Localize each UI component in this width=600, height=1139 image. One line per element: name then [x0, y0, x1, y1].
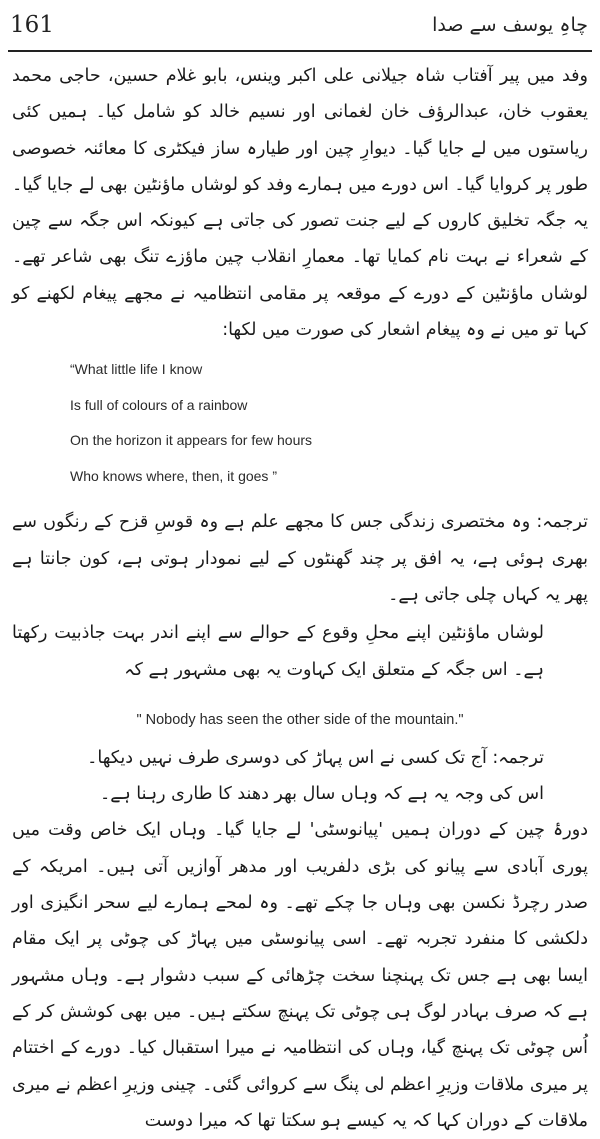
poem-line-3: On the horizon it appears for few hours [70, 432, 313, 449]
english-quote: " Nobody has seen the other side of the mountain." [136, 711, 464, 728]
paragraph-delegation: وفد میں پیر آفتاب شاہ جیلانی علی اکبر وینس، بابو غلام حسین، حاجی محمد یعقوب خان، عبدالرؤف خان لغمانی اور نسیم خالد کو شامل کیا۔ ہمیں کئی ریاستوں میں لے جایا گیا۔ دیوارِ چین اور طیارہ ساز فیکٹری کا معائنہ خصوصی طور پر کروایا گیا۔ اس دورے میں ہمارے وفد کو لوشاں ماؤنٹین بھی لے جایا گیا۔ یہ جگہ تخلیق کاروں کے لیے جنت تصور کی جاتی ہے کیونکہ اس جگہ سے چین کے شعراء نے بہت نام کمایا تھا۔ معمارِ انقلاب چین ماؤزے تنگ بھی شاعر تھے۔ لوشاں ماؤنٹین کے دورے کے موقعہ پر مقامی انتظامیہ نے مجھے پیغام لکھنے کو کہا تو میں نے وہ پیغام اشعار کی صورت میں لکھا: [12, 66, 588, 341]
page-content [12, 58, 588, 1139]
poem-line-1: “What little life I know [70, 361, 203, 378]
poem-line-4: Who knows where, then, it goes ” [70, 467, 277, 484]
paragraph-fog: اس کی وجہ یہ ہے کہ وہاں سال بھر دھند کا طاری رہنا ہے۔ [99, 784, 544, 805]
paragraph-quote-translation: ترجمہ: آج تک کسی نے اس پہاڑ کی دوسری طرف نہیں دیکھا۔ [87, 747, 544, 768]
running-title: چاہِ یوسف سے صدا [432, 14, 588, 36]
paragraph-lushan: لوشاں ماؤنٹین اپنے محلِ وقوع کے حوالے سے اپنے اندر بہت جاذبیت رکھتا ہے۔ اس جگہ کے متعلق ایک کہاوت یہ بھی مشہور ہے کہ [12, 623, 544, 680]
header-rule [8, 50, 592, 52]
paragraph-poem-translation: ترجمہ: وہ مختصری زندگی جس کا مجھے علم ہے وہ قوسِ قزح کے رنگوں سے بھری ہوئی ہے، یہ افق پر چند گھنٹوں کے لیے نمودار ہوتی ہے، کون جانتا ہے پھر یہ کہاں چلی جاتی ہے۔ [12, 512, 588, 605]
page-number: 161 [10, 12, 54, 38]
page-header [0, 0, 600, 58]
poem-line-2: Is full of colours of a rainbow [70, 396, 248, 413]
paragraph-piano-city: دورۂ چین کے دوران ہمیں 'پیانوسٹی' لے جایا گیا۔ وہاں ایک خاص وقت میں پوری آبادی سے پیانو کی بڑی دلفریب اور مدھر آوازیں آتی ہیں۔ امریکہ کے صدر رچرڈ نکسن بھی وہاں جا چکے تھے۔ وہ لمحے ہمارے لیے سحر انگیزی اور دلکشی کا منفرد تجربہ تھے۔ اسی پیانوسٹی میں پہاڑ کی چوٹی پر ایک مقام ایسا بھی ہے جس تک پہنچنا سخت چڑھائی کے سبب دشوار ہے۔ وہاں مشہور ہے کہ صرف بہادر لوگ ہی چوٹی تک پہنچ سکتے ہیں۔ میں بھی کوشش کر کے اُس چوٹی تک پہنچ گیا، وہاں کی انتظامیہ نے میرا استقبال کیا۔ دورے کے اختتام پر میری ملاقات وزیرِ اعظم لی پنگ سے کروائی گئی۔ چینی وزیرِ اعظم نے میری ملاقات کے دوران کہا کہ یہ کیسے ہو سکتا تھا کہ میرا دوست [12, 820, 588, 1131]
english-poem [70, 352, 588, 494]
